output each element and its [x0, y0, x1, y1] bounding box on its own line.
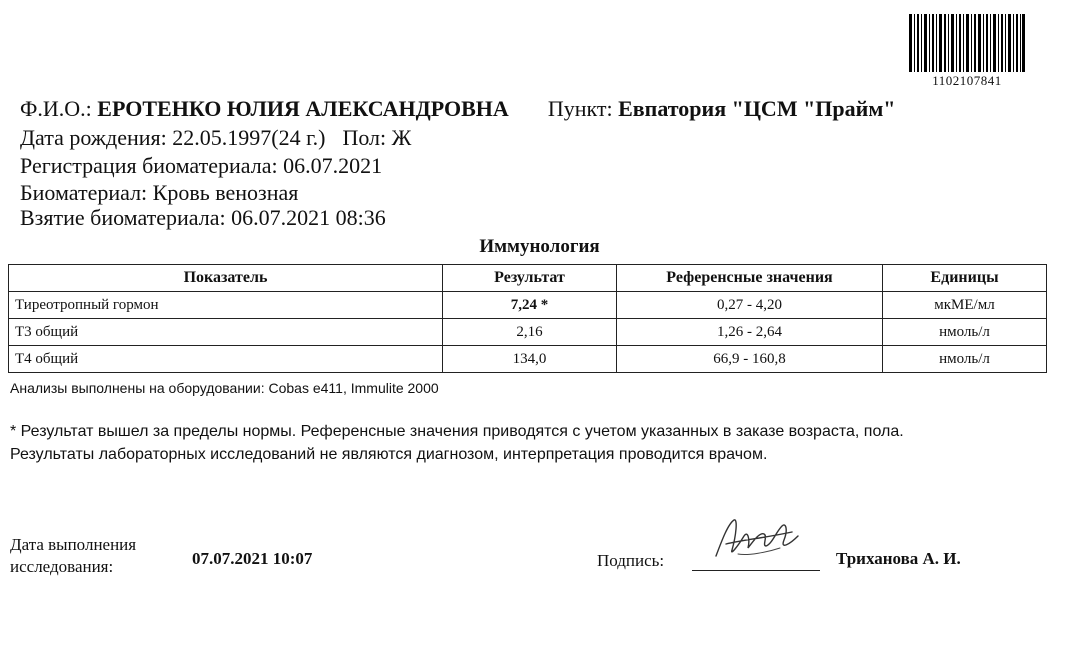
row-reference: 66,9 - 160,8 [617, 346, 883, 373]
table-header-row [9, 265, 1047, 292]
sex-value: Ж [391, 125, 412, 150]
signature-label: Подпись: [597, 551, 665, 570]
row-reference: 1,26 - 2,64 [617, 319, 883, 346]
sampling-label: Взятие биоматериала: [20, 205, 226, 230]
point-label: Пункт: [547, 96, 613, 121]
results-table [8, 264, 1047, 373]
row-reference: 0,27 - 4,20 [617, 292, 883, 319]
row-result: 2,16 [443, 319, 617, 346]
barcode-icon [909, 14, 1025, 72]
table-row [9, 346, 1047, 373]
fio-value: ЕРОТЕНКО ЮЛИЯ АЛЕКСАНДРОВНА [97, 96, 509, 121]
biomaterial-label: Биоматериал: [20, 180, 148, 205]
note-disclaimer: Результаты лабораторных исследований не являются диагнозом, интерпретация проводится врачом. [10, 446, 768, 463]
signature-icon [708, 510, 808, 566]
row-units: нмоль/л [883, 346, 1047, 373]
sampling-line [20, 205, 386, 231]
signature-line [692, 570, 820, 571]
note-abnormal: * Результат вышел за пределы нормы. Референсные значения приводятся с учетом указанных в заказе возраста, пола. [10, 423, 904, 440]
registration-line [20, 153, 382, 179]
row-name: Т4 общий [9, 346, 443, 373]
header-units: Единицы [883, 265, 1047, 292]
table-row [9, 292, 1047, 319]
execution-date-value: 07.07.2021 10:07 [192, 549, 313, 568]
biomaterial-value: Кровь венозная [152, 180, 299, 205]
header-result: Результат [443, 265, 617, 292]
barcode-number: 1102107841 [932, 73, 1002, 88]
sex-label: Пол: [342, 125, 387, 150]
execution-date-label [10, 534, 136, 578]
execution-date-label-line2: исследования: [10, 557, 114, 576]
row-result: 134,0 [443, 346, 617, 373]
section-title: Иммунология [479, 236, 600, 257]
birth-line [20, 125, 411, 151]
row-units: нмоль/л [883, 319, 1047, 346]
birth-label: Дата рождения: [20, 125, 167, 150]
signer-name: Триханова А. И. [836, 549, 961, 568]
row-name: Т3 общий [9, 319, 443, 346]
biomaterial-line [20, 180, 298, 206]
sampling-value: 06.07.2021 08:36 [231, 205, 386, 230]
fio-label: Ф.И.О.: [20, 96, 92, 121]
registration-label: Регистрация биоматериала: [20, 153, 278, 178]
execution-date-label-line1: Дата выполнения [10, 535, 137, 554]
point-value: Евпатория "ЦСМ "Прайм" [618, 96, 896, 121]
equipment-note: Анализы выполнены на оборудовании: Cobas e411, Immulite 2000 [10, 380, 439, 396]
header-reference: Референсные значения [617, 265, 883, 292]
table-row [9, 319, 1047, 346]
birth-value: 22.05.1997(24 г.) [172, 125, 326, 150]
row-name: Тиреотропный гормон [9, 292, 443, 319]
row-result: 7,24 * [443, 292, 617, 319]
registration-value: 06.07.2021 [283, 153, 383, 178]
row-units: мкМЕ/мл [883, 292, 1047, 319]
patient-name-line [20, 96, 896, 122]
header-indicator: Показатель [9, 265, 443, 292]
